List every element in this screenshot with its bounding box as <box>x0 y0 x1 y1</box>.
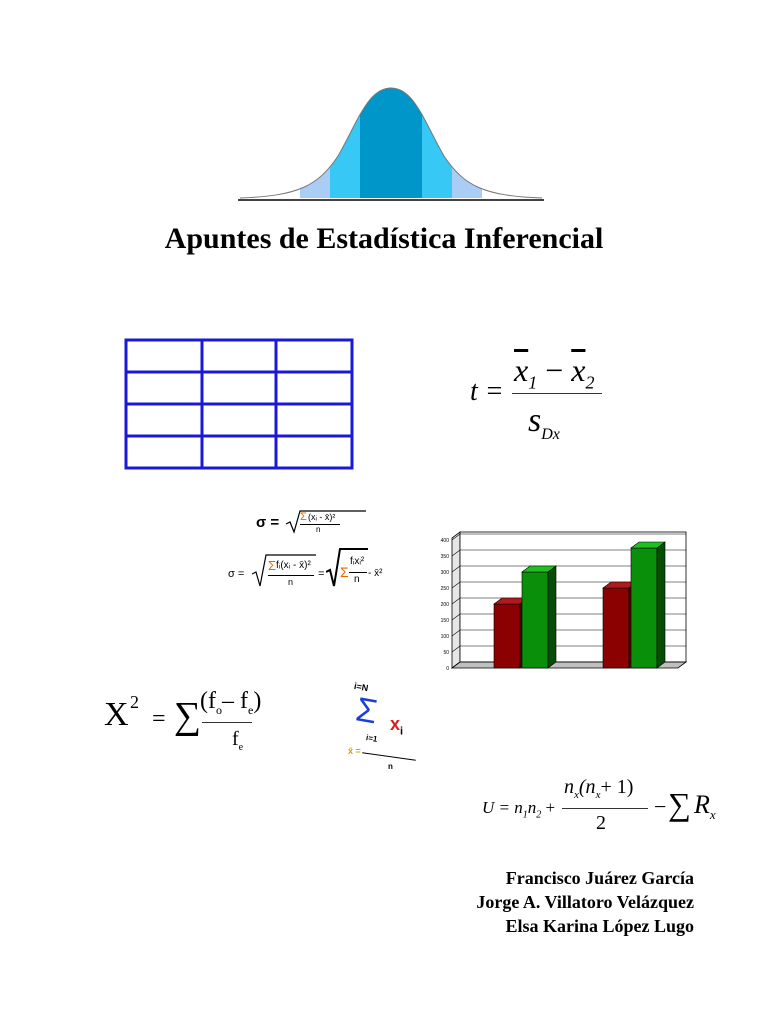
bar-front <box>522 572 548 668</box>
chi-den-sub: e <box>238 742 244 753</box>
t-lhs: t = <box>470 376 504 407</box>
u-R-sub: x <box>709 807 716 823</box>
u-num-paren-sub: x <box>595 789 601 801</box>
sigma-sum-2: Σ <box>268 558 277 573</box>
u-minus: − <box>654 794 667 819</box>
mean-formula <box>342 676 422 780</box>
sigma-n-3: n <box>354 574 360 585</box>
mean-top: i=N <box>353 680 370 694</box>
sigma-lhs-1: σ = <box>256 514 280 531</box>
y-tick-label: 100 <box>440 634 449 640</box>
y-tick-label: 250 <box>440 586 449 592</box>
chi-exp: 2 <box>130 692 139 712</box>
mean-x <box>390 714 403 738</box>
chart-side-wall <box>452 532 460 668</box>
chi-denominator <box>232 728 243 753</box>
y-tick-label: 400 <box>440 538 449 544</box>
chi-num-open: (f <box>200 688 216 714</box>
u-fraction-bar <box>562 808 648 809</box>
sigma-n-1: n <box>316 525 321 534</box>
u-R <box>694 790 716 823</box>
bar-side <box>548 566 556 668</box>
u-den: 2 <box>596 812 606 834</box>
mean-fraction-bar <box>362 752 416 761</box>
frac-bar-2 <box>268 575 314 576</box>
u-numerator <box>564 776 633 801</box>
bar-front <box>603 588 629 668</box>
y-tick-label: 50 <box>443 650 449 656</box>
sigma-term-3: fᵢxᵢ² <box>350 556 365 567</box>
chi-square-formula <box>104 688 264 764</box>
u-plus: + <box>545 798 556 817</box>
u-lhs-text: U = n <box>482 798 523 817</box>
t-fraction-bar <box>512 393 602 394</box>
u-lhs <box>482 798 555 820</box>
sigma-term-2: fᵢ(xᵢ - x̄)² <box>276 560 311 571</box>
mean-x-letter: x <box>390 714 401 734</box>
mean-sum: Σ <box>352 690 381 732</box>
u-n2: n <box>527 798 537 817</box>
u-num-sub: x <box>574 789 579 801</box>
sigma-term-1: (xᵢ - x̄)² <box>308 512 336 522</box>
author-2: Jorge A. Villatoro Velázquez <box>476 892 694 912</box>
u-num-n: n <box>564 776 574 798</box>
mean-n: n <box>388 762 393 771</box>
chi-X: X <box>104 696 129 733</box>
author-1: Francisco Juárez García <box>505 868 694 888</box>
y-tick-label: 300 <box>440 570 449 576</box>
t-minus: − <box>545 352 564 388</box>
y-tick-label: 200 <box>440 602 449 608</box>
sigma-tail: - x̄² <box>368 568 383 579</box>
author-list <box>476 866 694 938</box>
t-x1-sub: 1 <box>528 372 538 393</box>
chi-eq: = <box>152 706 166 732</box>
t-x2: $\overline{x}$ <box>571 352 586 388</box>
chi-sum: ∑ <box>174 695 202 737</box>
bar-front <box>631 548 657 668</box>
sigma-eq: = <box>318 568 325 580</box>
t-s-sub: Dx <box>541 425 560 443</box>
chi-num-sub-e: e <box>247 702 254 717</box>
t-numerator <box>514 352 594 393</box>
u-num-tail: + 1) <box>600 776 634 798</box>
t-x1: $\overline{x}$ <box>514 352 529 388</box>
u-R-letter: R <box>694 790 710 819</box>
bar-chart <box>430 528 692 678</box>
mean-bottom: i=1 <box>365 733 379 744</box>
t-x2-sub: 2 <box>585 372 595 393</box>
t-denominator <box>528 402 560 444</box>
y-tick-label: 350 <box>440 554 449 560</box>
u-n1-sub: 1 <box>522 809 528 821</box>
u-num-paren: (n <box>578 776 596 798</box>
t-s: s <box>528 402 542 439</box>
chi-fraction-bar <box>202 722 252 723</box>
chi-den: f <box>232 728 239 750</box>
u-n2-sub: 2 <box>536 809 542 821</box>
t-test-formula <box>470 350 620 460</box>
u-sum: ∑ <box>668 786 691 822</box>
chi-num-close: ) <box>253 688 262 714</box>
chi-numerator <box>200 688 261 718</box>
sigma-n-2: n <box>288 577 294 587</box>
document-title: Apuntes de Estadística Inferencial <box>164 222 604 255</box>
table-grid-illustration <box>124 338 356 472</box>
std-dev-formula <box>226 508 383 598</box>
bar-side <box>657 542 665 668</box>
mean-x-sub: i <box>400 725 404 738</box>
y-tick-label: 150 <box>440 618 449 624</box>
author-3: Elsa Karina López Lugo <box>505 916 694 936</box>
mann-whitney-formula <box>482 776 722 840</box>
y-tick-label: 0 <box>446 666 449 672</box>
bar-front <box>494 604 520 668</box>
bell-curve-logo <box>238 86 544 204</box>
sigma-lhs-2: σ = <box>228 568 245 580</box>
frac-bar-3 <box>349 572 367 573</box>
chi-num-mid: – f <box>221 688 248 714</box>
mean-lhs: x̄ = <box>348 746 361 756</box>
sigma-sum-3: Σ <box>340 564 349 580</box>
sigma-sum-1: Σ <box>300 511 307 523</box>
chi-num-sub-o: o <box>215 702 222 717</box>
